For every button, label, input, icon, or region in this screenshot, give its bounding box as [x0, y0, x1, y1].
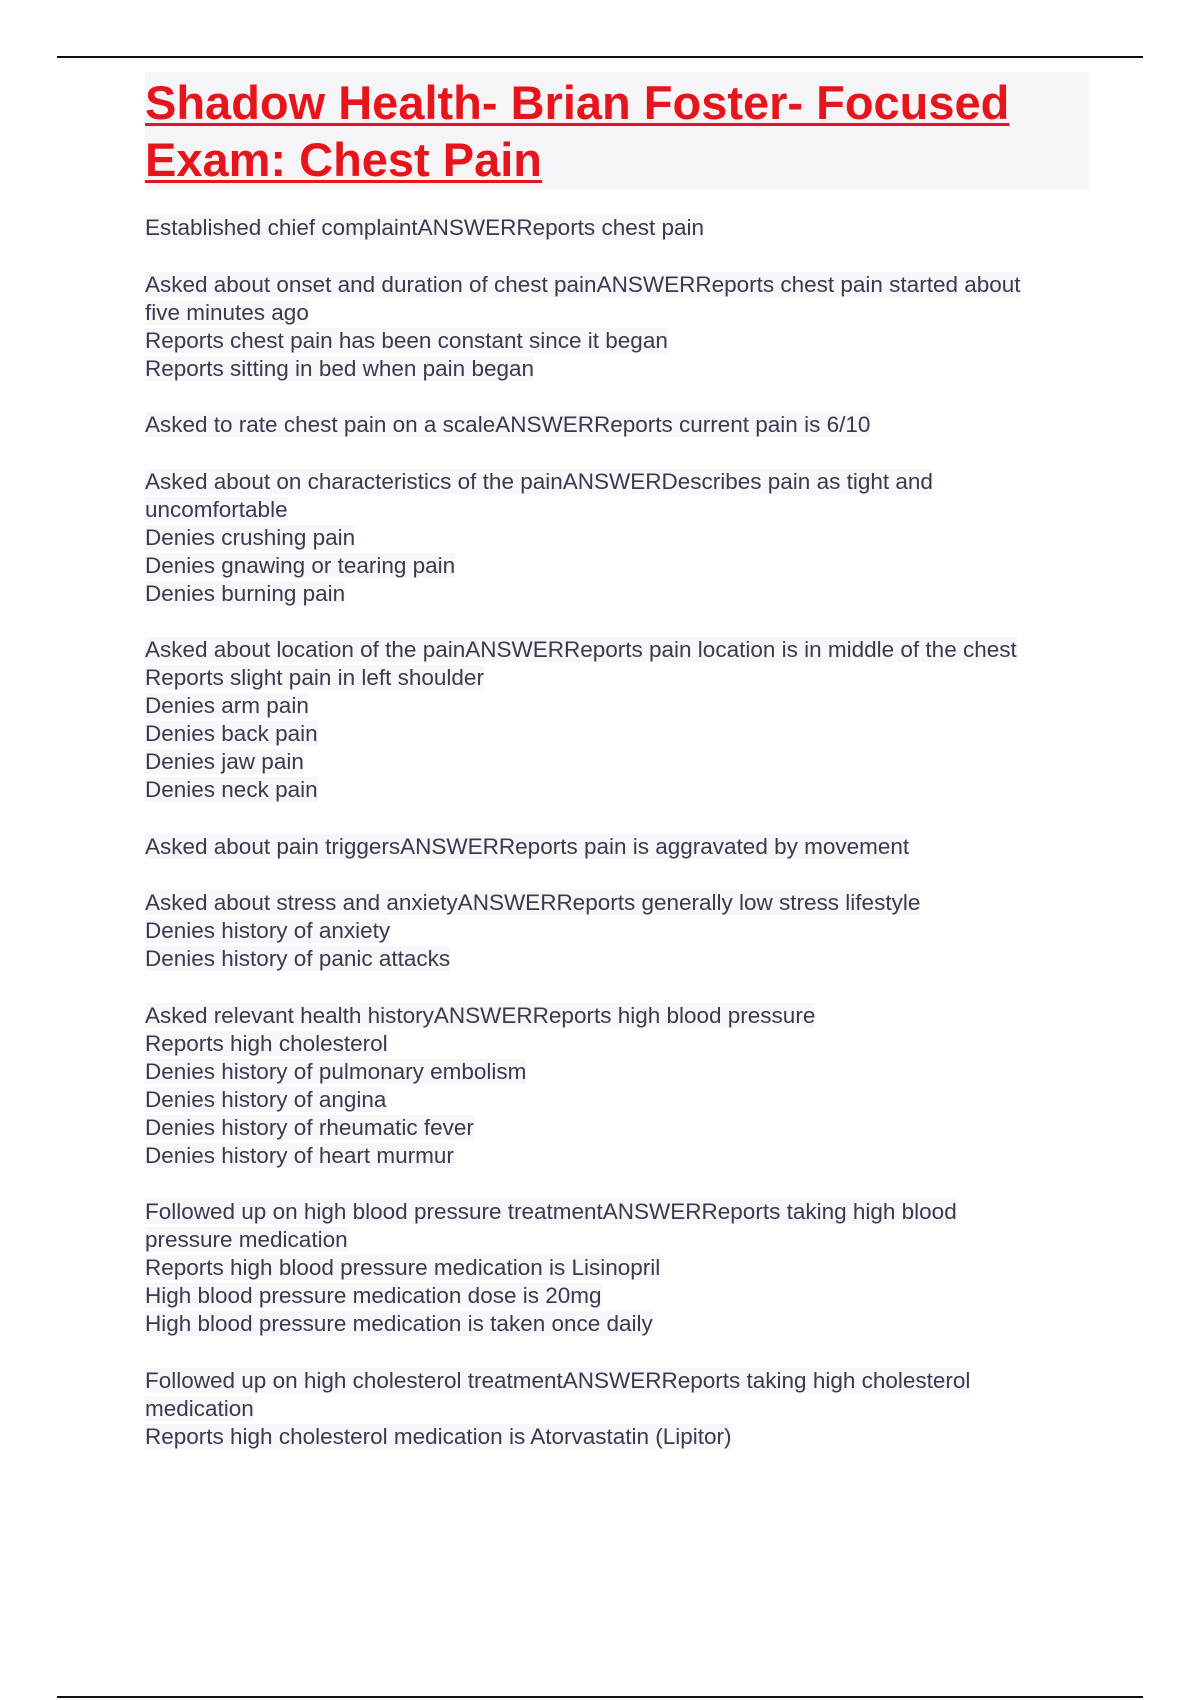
entry-detail-line	[145, 664, 1089, 692]
qa-entry	[145, 833, 1089, 861]
entry-detail-line	[145, 552, 1089, 580]
entry-detail-line	[145, 327, 1089, 355]
entry-line-text: Established chief complaintANSWERReports chest pain	[145, 215, 705, 240]
entry-line-text: Asked to rate chest pain on a scaleANSWERReports current pain is 6/10	[145, 412, 871, 437]
qa-entry	[145, 1367, 1089, 1451]
entry-line-text: medication	[145, 1395, 254, 1421]
entry-line-text: Denies crushing pain	[145, 524, 356, 550]
entry-line-text: pressure medication	[145, 1227, 348, 1252]
entry-detail-line	[145, 1030, 1089, 1058]
entry-line-text: Denies history of heart murmur	[145, 1142, 454, 1168]
entry-line-text: High blood pressure medication is taken once daily	[145, 1311, 653, 1336]
entry-line-text: Asked about stress and anxietyANSWERReports generally low stress lifestyle	[145, 890, 921, 915]
document-body	[145, 72, 1089, 1479]
entry-line-text: Asked about onset and duration of chest painANSWERReports chest pain started about	[145, 271, 1021, 297]
entry-question-line	[145, 636, 1089, 664]
entry-detail-line	[145, 580, 1089, 608]
entry-line-text: Denies arm pain	[145, 693, 309, 718]
entry-detail-line	[145, 496, 1089, 524]
qa-entry	[145, 1002, 1089, 1170]
title-line-1: Shadow Health- Brian Foster- Focused	[145, 76, 1010, 129]
entry-detail-line	[145, 692, 1089, 720]
entry-detail-line	[145, 1395, 1089, 1423]
entry-line-text: Denies history of rheumatic fever	[145, 1114, 474, 1140]
entry-line-text: five minutes ago	[145, 299, 309, 325]
qa-entry	[145, 214, 1089, 242]
entry-question-line	[145, 271, 1089, 299]
entry-line-text: Denies gnawing or tearing pain	[145, 552, 456, 578]
entry-detail-line	[145, 1226, 1089, 1254]
qa-entry	[145, 468, 1089, 608]
entry-detail-line	[145, 299, 1089, 327]
entry-line-text: High blood pressure medication dose is 20mg	[145, 1283, 602, 1308]
entry-line-text: Asked relevant health historyANSWERReports high blood pressure	[145, 1002, 816, 1028]
entry-question-line	[145, 1198, 1089, 1226]
entry-line-text: Reports sitting in bed when pain began	[145, 355, 535, 381]
entry-detail-line	[145, 776, 1089, 804]
entry-question-line	[145, 411, 1089, 439]
qa-entries	[145, 214, 1089, 1451]
entry-line-text: Reports high cholesterol	[145, 1030, 388, 1056]
entry-line-text: Denies back pain	[145, 721, 318, 746]
entry-question-line	[145, 214, 1089, 242]
entry-question-line	[145, 1002, 1089, 1030]
entry-line-text: Asked about pain triggersANSWERReports pain is aggravated by movement	[145, 833, 910, 859]
entry-detail-line	[145, 1310, 1089, 1338]
entry-detail-line	[145, 945, 1089, 973]
qa-entry	[145, 411, 1089, 439]
entry-detail-line	[145, 355, 1089, 383]
entry-line-text: Denies history of panic attacks	[145, 946, 451, 971]
qa-entry	[145, 271, 1089, 383]
entry-detail-line	[145, 1086, 1089, 1114]
entry-detail-line	[145, 1254, 1089, 1282]
qa-entry	[145, 889, 1089, 973]
entry-detail-line	[145, 720, 1089, 748]
title-line-2: Exam: Chest Pain	[145, 133, 543, 186]
entry-line-text: Asked about location of the painANSWERReports pain location is in middle of the chest	[145, 637, 1017, 662]
entry-detail-line	[145, 1058, 1089, 1086]
entry-line-text: Reports chest pain has been constant since it began	[145, 327, 668, 353]
entry-line-text: Denies history of anxiety	[145, 918, 391, 943]
qa-entry	[145, 636, 1089, 804]
entry-line-text: Reports high blood pressure medication is Lisinopril	[145, 1255, 661, 1280]
entry-detail-line	[145, 1142, 1089, 1170]
bottom-rule	[57, 1696, 1143, 1698]
entry-detail-line	[145, 1114, 1089, 1142]
entry-question-line	[145, 833, 1089, 861]
entry-line-text: Reports high cholesterol medication is Atorvastatin (Lipitor)	[145, 1423, 732, 1449]
top-rule	[57, 56, 1143, 58]
entry-question-line	[145, 468, 1089, 496]
entry-line-text: Denies history of pulmonary embolism	[145, 1058, 527, 1084]
entry-line-text: Denies history of angina	[145, 1086, 387, 1112]
document-title	[145, 74, 1085, 188]
title-block	[145, 72, 1089, 190]
entry-line-text: Denies jaw pain	[145, 749, 304, 774]
entry-line-text: Asked about on characteristics of the painANSWERDescribes pain as tight and	[145, 468, 933, 494]
entry-line-text: Reports slight pain in left shoulder	[145, 665, 484, 690]
entry-question-line	[145, 1367, 1089, 1395]
entry-detail-line	[145, 917, 1089, 945]
entry-line-text: Followed up on high blood pressure treatmentANSWERReports taking high blood	[145, 1199, 957, 1224]
entry-detail-line	[145, 1282, 1089, 1310]
entry-detail-line	[145, 1423, 1089, 1451]
entry-line-text: Denies neck pain	[145, 777, 318, 802]
entry-line-text: Denies burning pain	[145, 580, 346, 606]
entry-line-text: uncomfortable	[145, 496, 288, 522]
entry-question-line	[145, 889, 1089, 917]
entry-detail-line	[145, 524, 1089, 552]
entry-line-text: Followed up on high cholesterol treatmentANSWERReports taking high cholesterol	[145, 1367, 971, 1393]
qa-entry	[145, 1198, 1089, 1338]
entry-detail-line	[145, 748, 1089, 776]
